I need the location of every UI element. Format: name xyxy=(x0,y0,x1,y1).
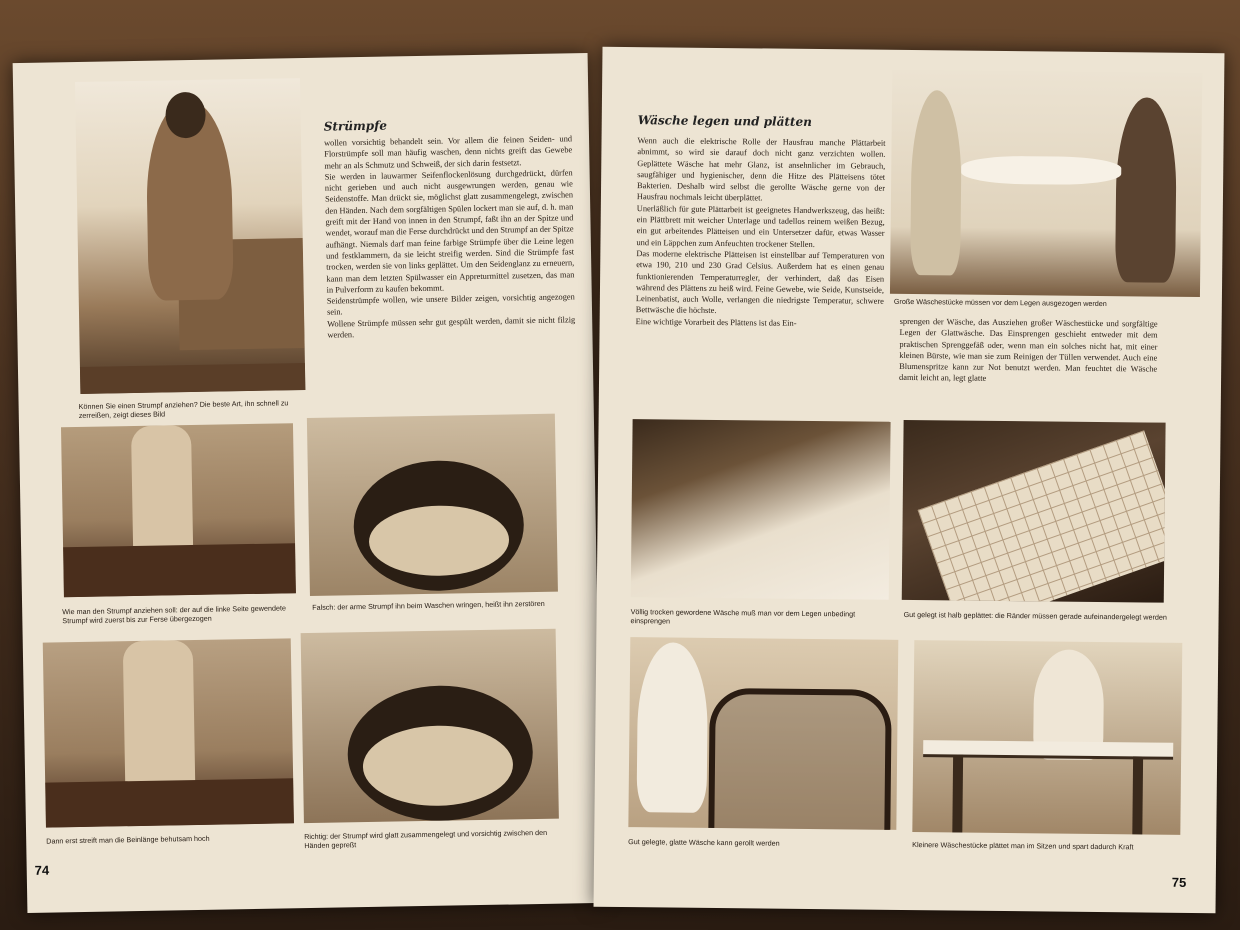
left-body-paragraph: Seidenstrümpfe wollen, wie unsere Bilder zeigen, vorsichtig angezogen sein. xyxy=(326,292,575,318)
photo-sprinkling-laundry xyxy=(631,419,891,600)
right-body-paragraph: Eine wichtige Vorarbeit des Plättens ist das Ein- xyxy=(635,316,797,328)
left-body-paragraph: Wollene Strümpfe müssen sehr gut gespült werden, damit sie nicht filzig werden. xyxy=(327,315,576,340)
photo-folding-checked-cloth xyxy=(902,420,1166,603)
photo-mangle xyxy=(628,637,898,830)
photo-pressing-stocking xyxy=(301,629,559,823)
left-page xyxy=(13,53,603,913)
woman-right-figure xyxy=(1115,97,1177,283)
right-body-paragraph: Das moderne elektrische Plätteisen ist einstellbar auf Temperaturen von etwa 190, 210 und 230 Grad Celsius. Außerdem hat es einen genau funktionierenden Temperaturregler, der verhindert, daß das Eisen während des Plättens zu heiß wird. Feine Gewebe, wie Seide, Kunstseide, Leinenbatist, auch Wolle, verlangen die niedrigste Temperatur, schwere Bettwäsche die höchste. xyxy=(635,249,885,316)
photo-wringing-stocking xyxy=(307,414,558,596)
woman-at-mangle xyxy=(637,642,709,813)
caption-mid-left: Wie man den Strumpf anziehen soll: der auf die linke Seite gewendete Strumpf wird zuerst bis zur Ferse übergezogen xyxy=(62,603,287,626)
photo-stocking-first-step xyxy=(61,423,296,597)
caption-bottom-right: Richtig: der Strumpf wird glatt zusammengelegt und vorsichtig zwischen den Händen gepreßt xyxy=(304,827,548,851)
rug xyxy=(45,778,294,827)
caption-bottom-right-right-page: Kleinere Wäschestücke plättet man im Sitzen und spart dadurch Kraft xyxy=(912,840,1134,852)
stretched-sheet xyxy=(961,156,1121,186)
caption-top-photo-right: Große Wäschestücke müssen vor dem Legen ausgezogen werden xyxy=(893,296,1107,309)
caption-top-photo: Können Sie einen Strumpf anziehen? Die beste Art, ihn schnell zu zerreißen, zeigt dieses Bild xyxy=(78,398,289,420)
caption-mid-right: Falsch: der arme Strumpf ihn beim Waschen wringen, heißt ihn zerstören xyxy=(312,598,545,612)
caption-bottom-left-right-page: Gut gelegte, glatte Wäsche kann gerollt werden xyxy=(628,837,780,848)
caption-mid-left-right-page: Völlig trocken gewordene Wäsche muß man vor dem Legen unbedingt einsprengen xyxy=(630,607,856,626)
floor-rug xyxy=(80,363,305,394)
right-body-paragraph: Wenn auch die elektrische Rolle der Hausfrau manche Plättarbeit abnimmt, so wird sie darauf doch nicht ganz verzichten wollen. Geplättete Wäsche hat mehr Glanz, ist ansehnlicher im Gebrauch, saugfähiger und hygienischer, denn die Hitze des Plätteisens tötet Bakterien. Deshalb wird selbst die gerollte Wäsche gerne von der Hausfrau nochmals leicht überplättet. xyxy=(636,136,886,203)
mangle-machine xyxy=(708,688,892,830)
photo-ironing-seated xyxy=(912,640,1182,835)
photo-stocking-pulled-up xyxy=(43,638,294,827)
left-page-heading: Strümpfe xyxy=(323,118,388,134)
right-page-body-col1 xyxy=(636,135,886,330)
left-body-paragraph: Sie werden in lauwarmer Seifenflockenlösung durchgedrückt, dürfen nicht gerieben und auch nicht ausgewrungen werden, genau wie Seidenstoffe. Man drückt sie, möglichst glatt zusammengelegt, zwischen den Händen. Nach dem sorgfältigen Spülen lockert man sie auf, d. h. man greift mit der Hand von innen in den Strumpf, faßt ihn an der Spitze und wendet, worauf man die Ferse durchdrückt und den Strumpf an der Spitze aufhängt. Niemals darf man feine farbige Strümpfe über die Leine legen und festklammern, da sie leicht streifig werden. Sind die Strümpfe fast trocken, werden sie von links geplättet. Um den Seidenglanz zu erneuern, kann man dem letzten Spülwasser ein Appreturmittel zusetzen, das man in Pulverform zu kaufen bekommt. xyxy=(324,168,575,295)
right-page xyxy=(594,47,1225,913)
page-number-right: 75 xyxy=(1171,874,1187,890)
right-body-paragraph: sprengen der Wäsche, das Ausziehen großer Wäschestücke und sorgfältige Legen der Glattwäsche. Das Einsprengen geschieht entweder mit dem praktischen Sprenggefäß oder, wenn man ein solches nicht hat, mit einer kleinen Bürste, wie man sie zum Reinigen der Tüllen verwendet. Auch eine Blumenspritze kann zur Not benutzt werden. Man feuchtet die Wäsche damit leicht an, legt glatte xyxy=(899,316,1158,384)
legs xyxy=(123,640,196,801)
photo-woman-pulling-stocking xyxy=(75,78,305,394)
right-page-heading: Wäsche legen und plätten xyxy=(637,113,812,129)
rug xyxy=(63,543,296,597)
woman-left-figure xyxy=(910,90,962,276)
board-legs xyxy=(952,754,963,832)
caption-bottom-left: Dann erst streift man die Beinlänge behutsam hoch xyxy=(46,833,210,846)
board-legs xyxy=(1132,756,1143,834)
caption-mid-right-right-page: Gut gelegt ist halb geplättet: die Ränder müssen gerade aufeinandergelegt werden xyxy=(903,609,1167,622)
page-number-left: 74 xyxy=(34,862,50,878)
right-body-paragraph: Unerläßlich für gute Plättarbeit ist geeignetes Handwerkszeug, das heißt: ein Plättbrett mit weicher Unterlage und tadellos reinem weißen Bezug, ein gut arbeitendes Plätteisen und ein Untersetzer dafür, etwas Wasser und ein Läppchen zum Anfeuchten trockener Stellen. xyxy=(636,203,885,249)
checked-tablecloth xyxy=(918,430,1166,602)
left-page-body xyxy=(324,133,576,341)
right-page-body-col2 xyxy=(899,316,1158,386)
left-body-paragraph: wollen vorsichtig behandelt sein. Vor allem die feinen Seiden- und Florstrümpfe soll man häufig waschen, denn nichts greift das Gewebe mehr an als Schmutz und Schweiß, der sich darin festsetzt. xyxy=(323,134,573,171)
photo-stretching-laundry xyxy=(890,70,1202,297)
